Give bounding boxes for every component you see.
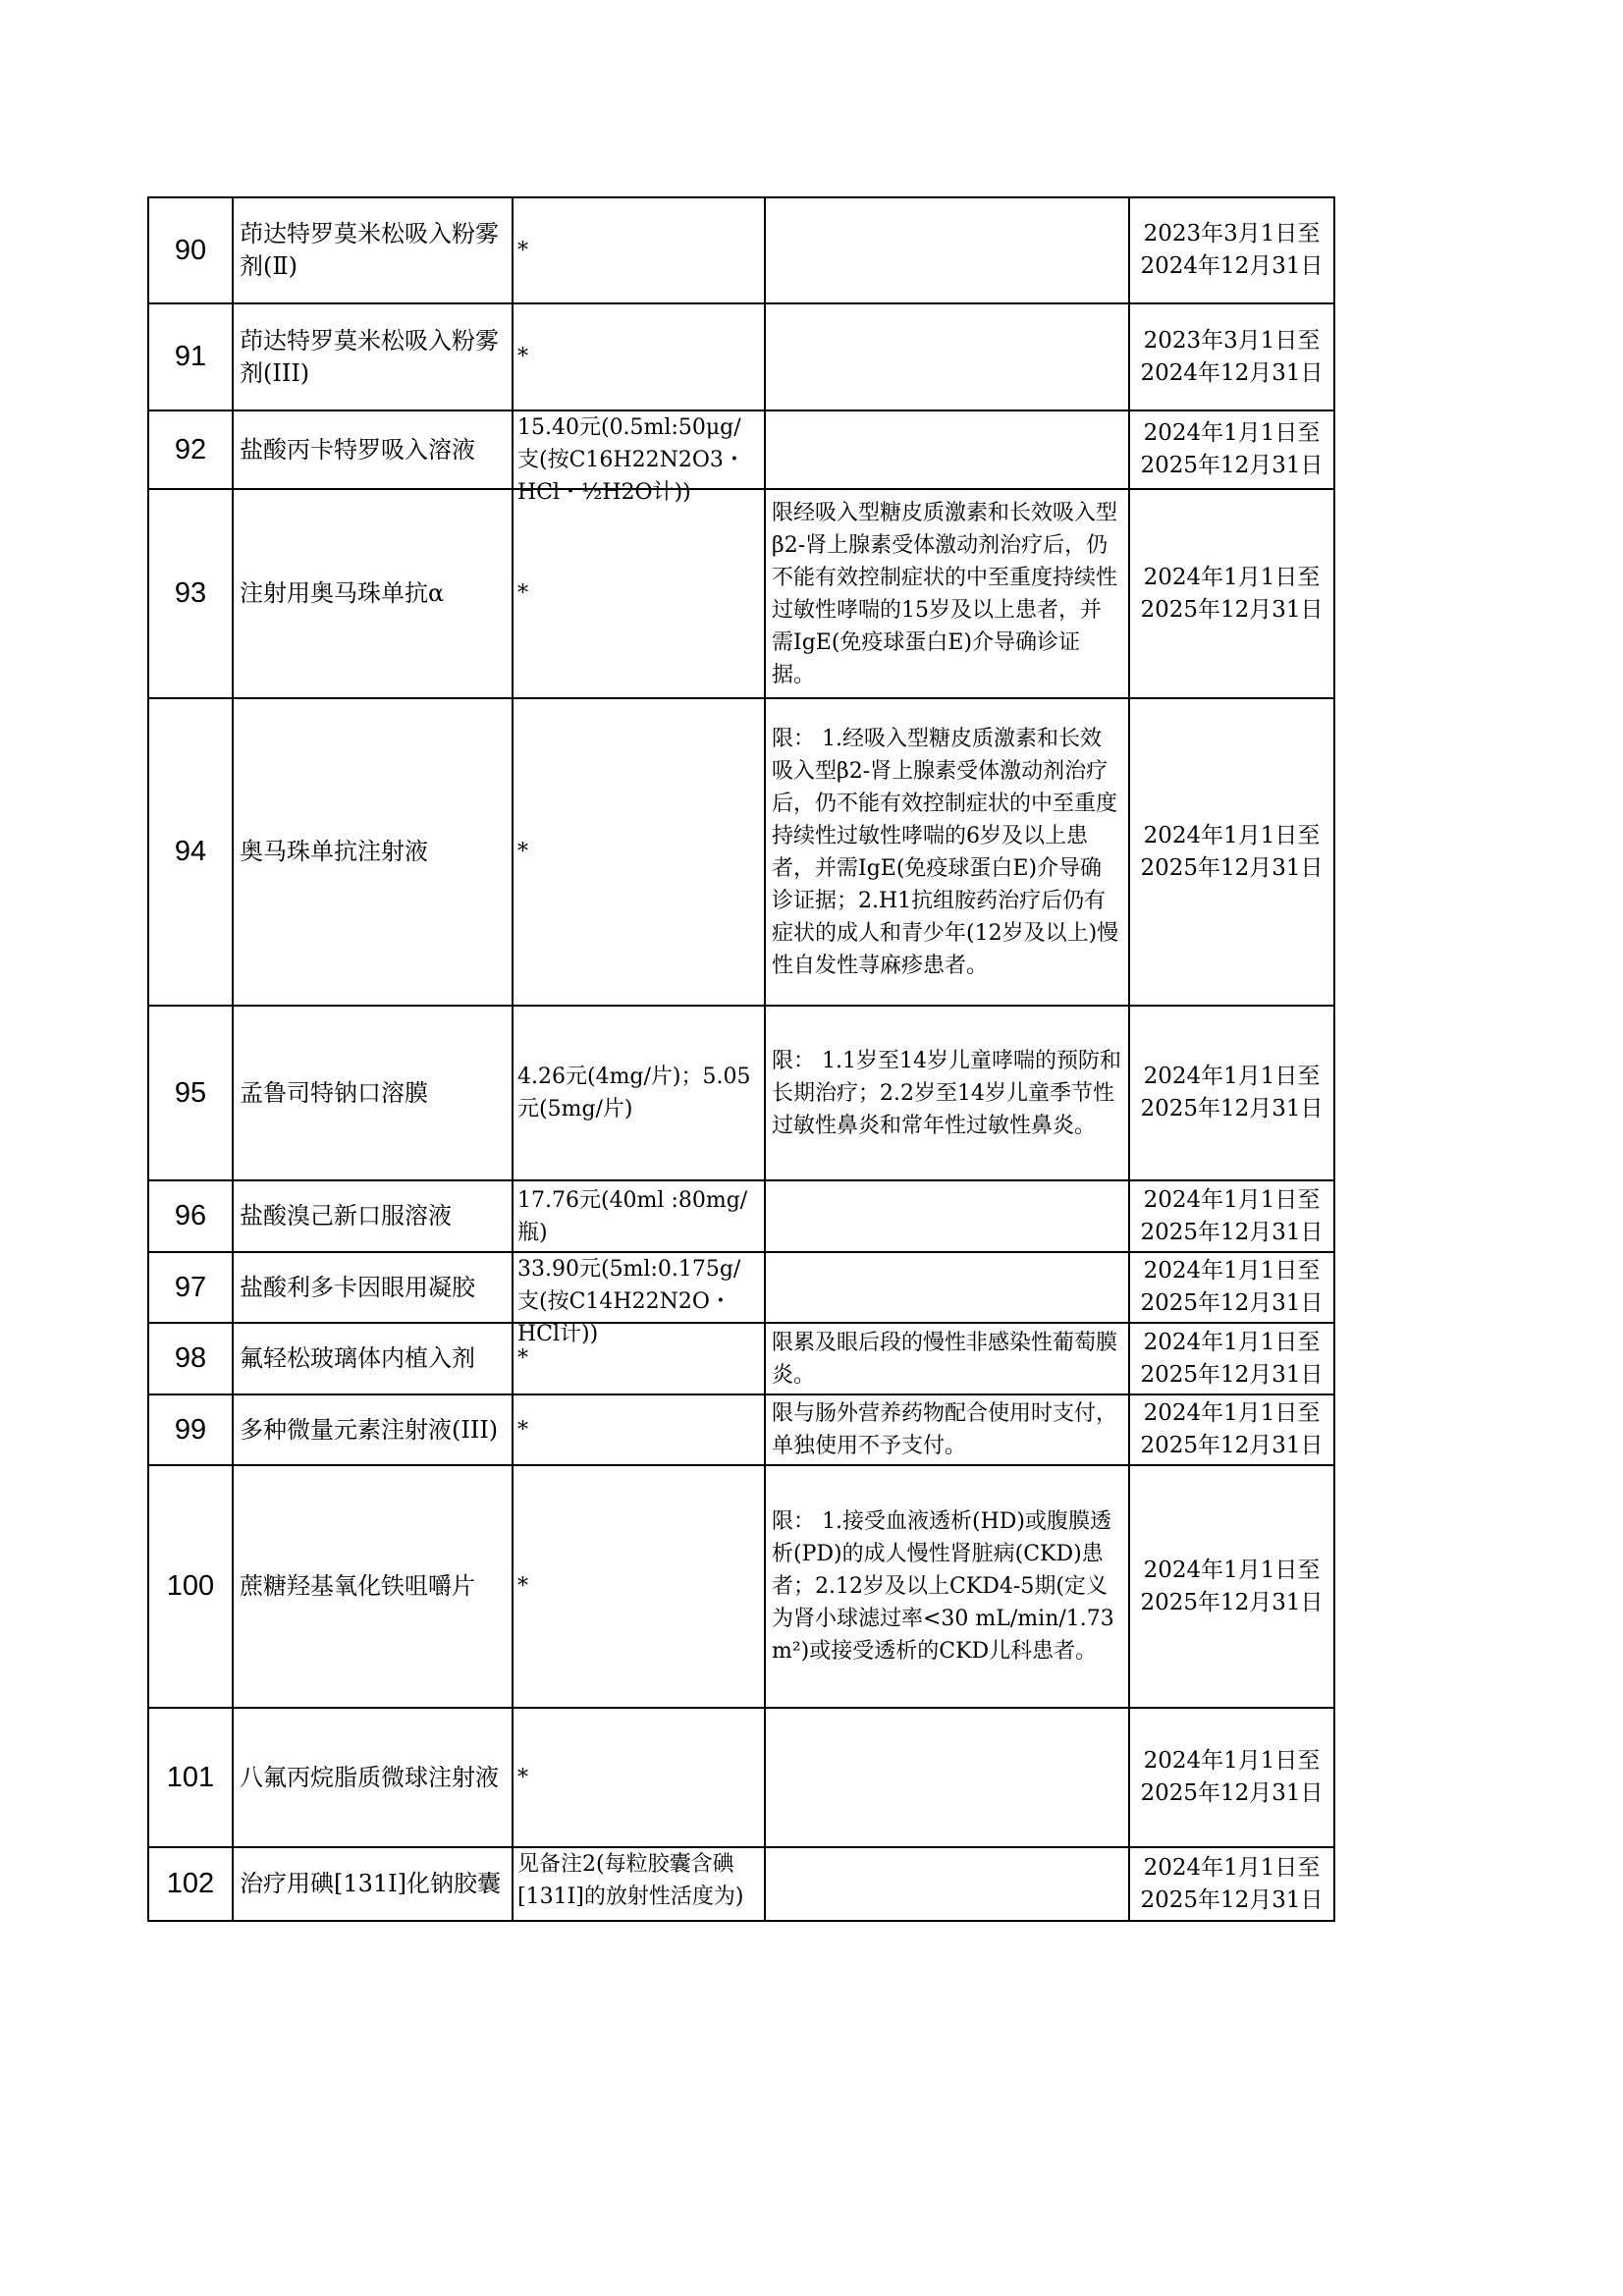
drug-name: 盐酸丙卡特罗吸入溶液: [240, 435, 475, 464]
table-row: [148, 1708, 1334, 1847]
row-number: 94: [148, 698, 233, 1006]
valid-period: 2024年1月1日至 2025年12月31日: [1140, 1854, 1324, 1913]
table-row: [148, 489, 1334, 698]
price: 见备注2(每粒胶囊含碘[131I]的放射性活度为): [517, 1852, 744, 1909]
price: *: [517, 581, 528, 606]
row-number: 99: [148, 1394, 233, 1465]
table-row: [148, 1465, 1334, 1708]
drug-name: 奥马珠单抗注射液: [240, 838, 428, 865]
drug-name: 蔗糖羟基氧化铁咀嚼片: [240, 1572, 475, 1600]
price: *: [517, 840, 528, 864]
valid-period: 2023年3月1日至 2024年12月31日: [1140, 327, 1324, 386]
payment-limit: 限与肠外营养药物配合使用时支付，单独使用不予支付。: [772, 1401, 1118, 1458]
price: 33.90元(5ml:0.175g/支(按C14H22N2O・HCl计)): [517, 1257, 741, 1346]
row-number: 101: [148, 1708, 233, 1847]
price: 17.76元(40ml :80mg/瓶): [517, 1187, 748, 1245]
drug-name: 茚达特罗莫米松吸入粉雾剂(Ⅱ): [240, 220, 499, 280]
drug-name: 盐酸利多卡因眼用凝胶: [240, 1273, 475, 1301]
table-row: [148, 303, 1334, 410]
table-row: [148, 1180, 1334, 1252]
row-number: 97: [148, 1252, 233, 1323]
price: *: [517, 1765, 528, 1790]
row-number: 102: [148, 1847, 233, 1921]
table-row: [148, 1847, 1334, 1921]
valid-period: 2024年1月1日至 2025年12月31日: [1140, 822, 1324, 881]
drug-name: 多种微量元素注射液(III): [240, 1415, 499, 1444]
valid-period: 2023年3月1日至 2024年12月31日: [1140, 221, 1324, 279]
drug-name: 治疗用碘[131I]化钠胶囊: [240, 1870, 502, 1897]
price: *: [517, 345, 528, 369]
payment-limit: 限： 1.经吸入型糖皮质激素和长效吸入型β2-肾上腺素受体激动剂治疗后，仍不能有效控制症状的中至重度持续性过敏性哮喘的6岁及以上患者，并需IgE(免疫球蛋白E)介导确诊证据；2.H1抗组胺药治疗后仍有症状的成人和青少年(12岁及以上)慢性自发性荨麻疹患者。: [772, 726, 1119, 978]
drug-name: 茚达特罗莫米松吸入粉雾剂(III): [240, 326, 499, 387]
row-number: 93: [148, 489, 233, 698]
row-number: 92: [148, 410, 233, 489]
table-row: [148, 197, 1334, 303]
price: *: [517, 1574, 528, 1599]
row-number: 95: [148, 1006, 233, 1180]
valid-period: 2024年1月1日至 2025年12月31日: [1140, 1400, 1324, 1458]
valid-period: 2024年1月1日至 2025年12月31日: [1140, 564, 1324, 623]
drug-name: 八氟丙烷脂质微球注射液: [240, 1763, 499, 1791]
table-row: [148, 698, 1334, 1006]
table-row: [148, 1394, 1334, 1465]
row-number: 90: [148, 197, 233, 303]
row-number: 96: [148, 1180, 233, 1252]
drug-name: 盐酸溴己新口服溶液: [240, 1202, 452, 1230]
payment-limit: 限： 1.接受血液透析(HD)或腹膜透析(PD)的成人慢性肾脏病(CKD)患者；2.12岁及以上CKD4-5期(定义为肾小球滤过率<30 mL/min/1.73 m²)或接受透析的CKD儿科患者。: [772, 1509, 1114, 1664]
price: *: [517, 1346, 528, 1371]
drug-name: 孟鲁司特钠口溶膜: [240, 1078, 428, 1107]
valid-period: 2024年1月1日至 2025年12月31日: [1140, 1186, 1324, 1245]
payment-limit: 限： 1.1岁至14岁儿童哮喘的预防和长期治疗；2.2岁至14岁儿童季节性过敏性鼻炎和常年性过敏性鼻炎。: [772, 1048, 1121, 1138]
row-number: 91: [148, 303, 233, 410]
drug-table: [147, 196, 1335, 1922]
valid-period: 2024年1月1日至 2025年12月31日: [1140, 1329, 1324, 1388]
valid-period: 2024年1月1日至 2025年12月31日: [1140, 420, 1324, 478]
table-row: [148, 1323, 1334, 1394]
row-number: 100: [148, 1465, 233, 1708]
valid-period: 2024年1月1日至 2025年12月31日: [1140, 1557, 1324, 1615]
price: *: [517, 238, 528, 263]
payment-limit: 限累及眼后段的慢性非感染性葡萄膜炎。: [772, 1330, 1118, 1388]
price: *: [517, 1417, 528, 1443]
valid-period: 2024年1月1日至 2025年12月31日: [1140, 1748, 1324, 1806]
payment-limit: 限经吸入型糖皮质激素和长效吸入型β2-肾上腺素受体激动剂治疗后，仍不能有效控制症状的中至重度持续性过敏性哮喘的15岁及以上患者，并需IgE(免疫球蛋白E)介导确诊证据。: [772, 500, 1118, 687]
drug-name: 注射用奥马珠单抗α: [240, 579, 445, 607]
valid-period: 2024年1月1日至 2025年12月31日: [1140, 1064, 1324, 1121]
row-number: 98: [148, 1323, 233, 1394]
price: 4.26元(4mg/片)；5.05元(5mg/片): [517, 1065, 751, 1121]
drug-name: 氟轻松玻璃体内植入剂: [240, 1344, 475, 1372]
table-row: [148, 1252, 1334, 1323]
table-row: [148, 1006, 1334, 1180]
table-row: [148, 410, 1334, 489]
valid-period: 2024年1月1日至 2025年12月31日: [1140, 1258, 1324, 1316]
price: 15.40元(0.5ml:50μg/支(按C16H22N2O3・HCl・½H2O计)): [517, 415, 745, 505]
